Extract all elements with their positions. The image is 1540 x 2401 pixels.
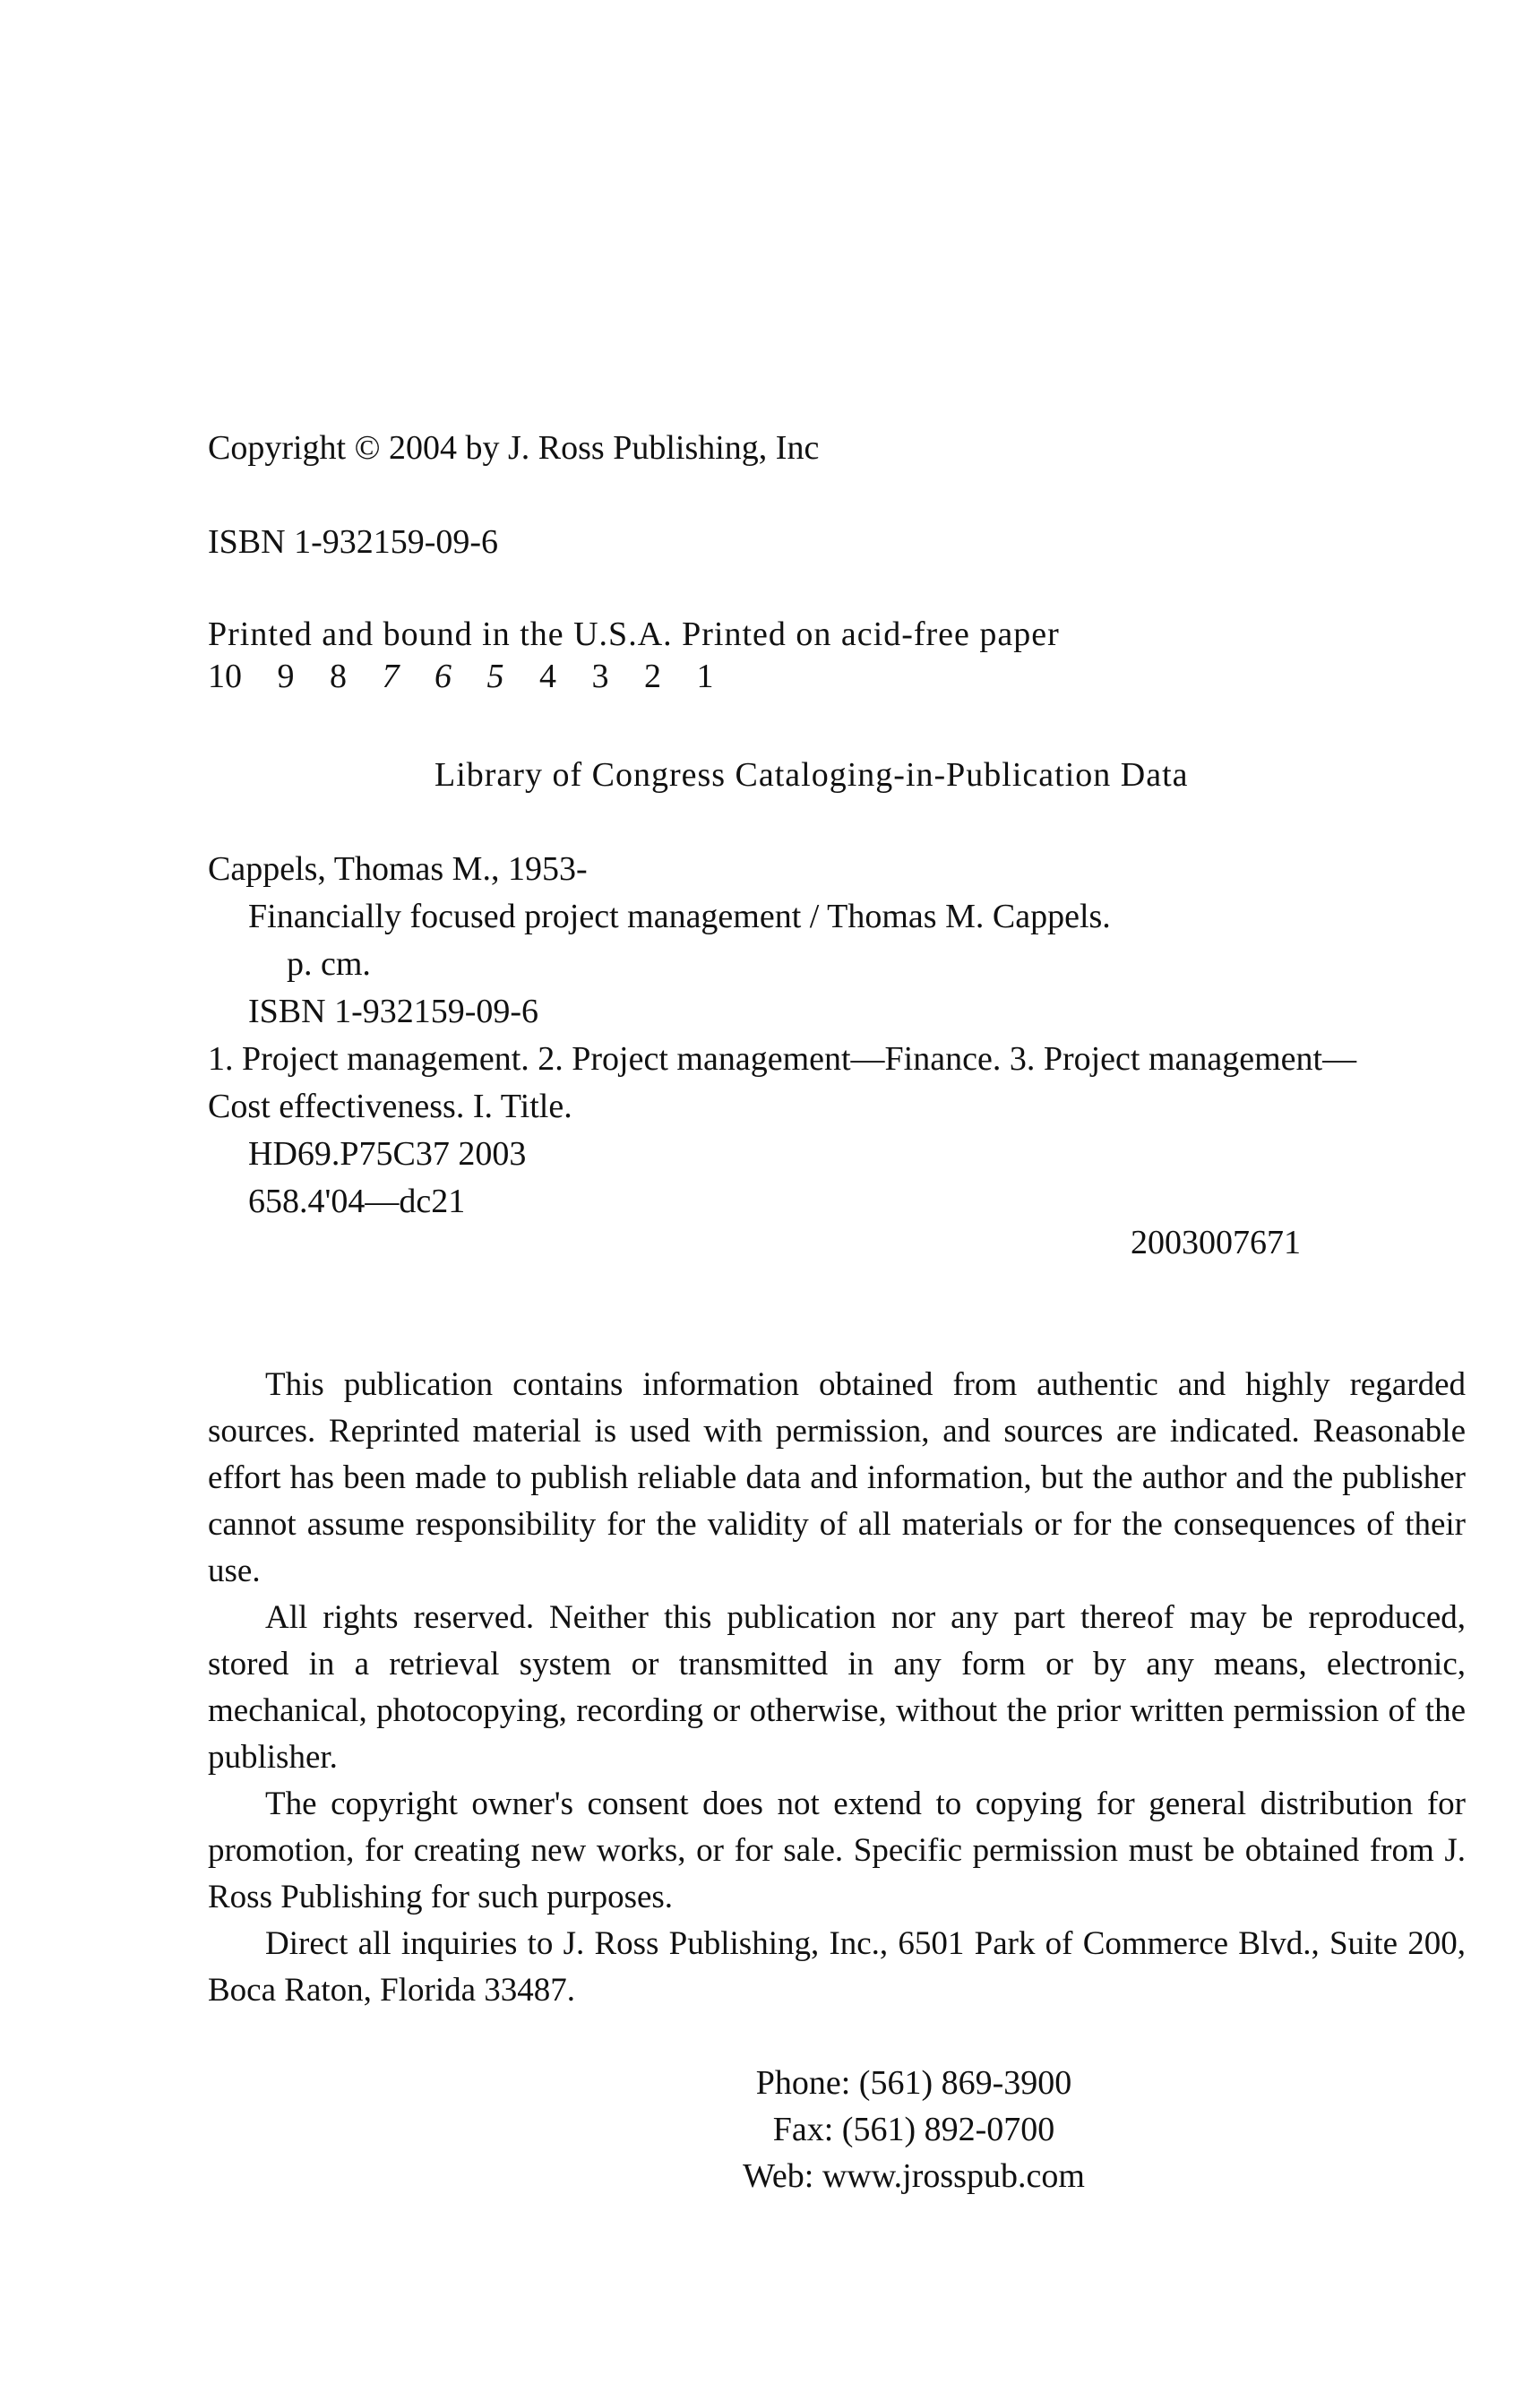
inquiries-paragraph: Direct all inquiries to J. Ross Publishing, Inc., 6501 Park of Commerce Blvd., Suite 200, Boca Raton, Florida 33487. <box>208 1925 1466 2009</box>
copyright-line: Copyright © 2004 by J. Ross Publishing, Inc <box>208 429 820 467</box>
cip-dewey: 658.4'04—dc21 <box>248 1183 466 1220</box>
cip-lc-class: HD69.P75C37 2003 <box>248 1135 527 1173</box>
rights-paragraph: All rights reserved. Neither this publication nor any part thereof may be reproduced, stored in a retrieval system or transmitted in any form or by any means, electronic, mechanical, photocopying, recording or otherwise, without the prior written permission of the publisher. <box>208 1599 1466 1776</box>
cip-subjects: 1. Project management. 2. Project management—Finance. 3. Project management— <box>208 1040 1357 1078</box>
cip-author: Cappels, Thomas M., 1953- <box>208 850 588 888</box>
contact-web: Web: www.jrosspub.com <box>743 2157 1085 2195</box>
contact-phone: Phone: (561) 869-3900 <box>755 2064 1072 2102</box>
print-number: 8 <box>330 658 347 695</box>
printing-numbers <box>208 654 741 699</box>
cip-lccn: 2003007671 <box>1131 1224 1301 1261</box>
print-number: 4 <box>539 658 556 695</box>
print-number: 10 <box>208 658 242 695</box>
print-number: 7 <box>382 658 400 695</box>
isbn-line: ISBN 1-932159-09-6 <box>208 523 499 561</box>
print-number: 9 <box>277 658 295 695</box>
disclaimer-paragraph: This publication contains information obtained from authentic and highly regarded sources. Reprinted material is used with permission, and sources are indicated. Reasonable effort has been made to publish reliable data and information, but the author and the publisher cannot assume responsibility for the validity of all materials or for the consequences of their use. <box>208 1366 1466 1589</box>
cip-subjects-cont: Cost effectiveness. I. Title. <box>208 1088 572 1125</box>
cip-title: Financially focused project management / Thomas M. Cappels. <box>248 898 1111 935</box>
print-number: 3 <box>591 658 609 695</box>
consent-paragraph: The copyright owner's consent does not extend to copying for general distribution for promotion, for creating new works, or for sale. Specific permission must be obtained from J. Ross Publishing for such purposes. <box>208 1786 1466 1915</box>
print-number: 1 <box>696 658 714 695</box>
print-number: 2 <box>644 658 661 695</box>
print-number: 6 <box>434 658 452 695</box>
cip-isbn: ISBN 1-932159-09-6 <box>248 993 539 1030</box>
cip-pages: p. cm. <box>287 945 371 983</box>
print-number: 5 <box>486 658 504 695</box>
contact-fax: Fax: (561) 892-0700 <box>772 2111 1055 2148</box>
cip-heading: Library of Congress Cataloging-in-Publication Data <box>434 756 1189 794</box>
printed-line: Printed and bound in the U.S.A. Printed on acid-free paper <box>208 615 1060 653</box>
